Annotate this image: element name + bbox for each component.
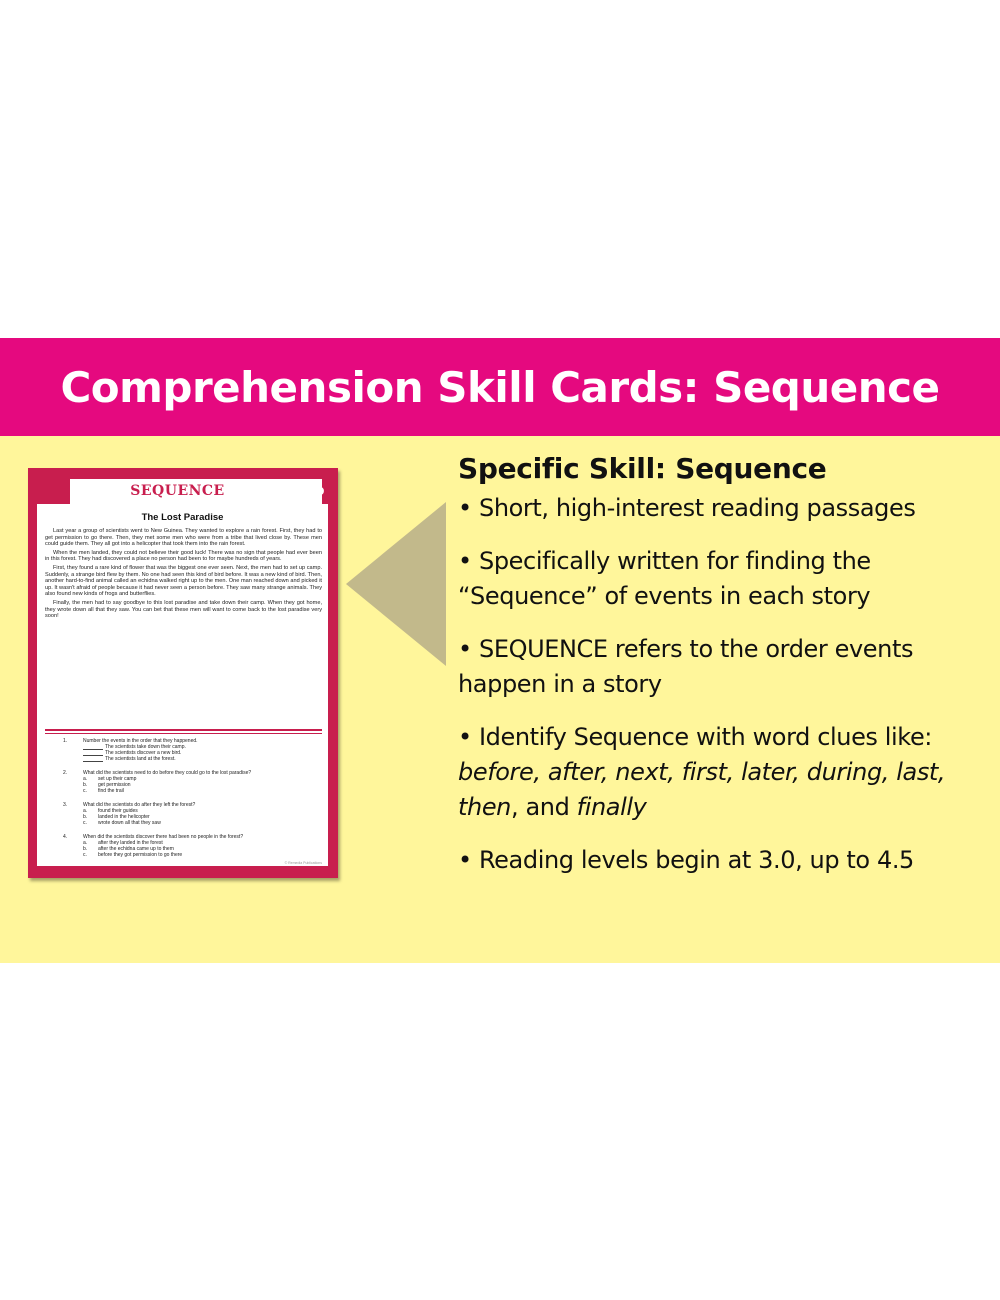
clue-words-last <box>458 790 988 825</box>
skill-heading: Specific Skill: Sequence <box>458 452 827 485</box>
answer-option <box>63 820 318 826</box>
option-text: after the echidna came up to them <box>98 846 174 852</box>
card-footer: © Remedia Publications <box>284 861 322 865</box>
answer-option <box>63 788 318 794</box>
card-label: SEQUENCE <box>130 483 225 499</box>
option-text: The scientists land at the forest. <box>105 756 176 762</box>
pointer-arrow-icon <box>346 502 446 666</box>
bullet-line: “Sequence” of events in each story <box>458 582 871 610</box>
bullet-word-clues <box>458 720 988 825</box>
answer-option <box>63 756 318 762</box>
card-titlebar <box>70 476 322 507</box>
clue-then: then <box>458 793 511 821</box>
bullet-line: • SEQUENCE refers to the order events <box>458 635 914 663</box>
option-text: landed in the helicopter <box>98 814 150 820</box>
question-number: 3. <box>63 802 68 808</box>
page-title: Comprehension Skill Cards: Sequence <box>60 362 940 412</box>
option-letter: c. <box>83 788 87 794</box>
divider <box>45 733 322 734</box>
card-number: 1b <box>303 481 325 499</box>
divider <box>45 729 322 731</box>
skill-description <box>458 452 988 878</box>
bullet-reading-levels: • Reading levels begin at 3.0, up to 4.5 <box>458 846 914 874</box>
option-letter: c. <box>83 852 87 858</box>
option-letter: b. <box>83 814 88 820</box>
story-text <box>45 528 322 622</box>
title-banner <box>0 338 1000 436</box>
option-text: after they landed in the forest <box>98 840 163 846</box>
answer-option <box>63 852 318 858</box>
bullet-line: • Identify Sequence with word clues like: <box>458 723 932 751</box>
option-letter: b. <box>83 846 88 852</box>
question-text: When did the scientists discover there had been no people in the forest? <box>83 834 244 840</box>
option-text: set up their camp <box>98 776 137 782</box>
option-text: found their guides <box>98 808 138 814</box>
question-number: 4. <box>63 834 68 840</box>
option-text: find the trail <box>98 788 124 794</box>
question-number: 2. <box>63 770 68 776</box>
question-list <box>63 738 318 866</box>
question <box>63 738 318 762</box>
bullet-line: • Specifically written for finding the <box>458 547 871 575</box>
bullet-line: happen in a story <box>458 670 662 698</box>
option-text: before they got permission to go there <box>98 852 183 858</box>
option-text: The scientists take down their camp. <box>105 744 186 750</box>
question-number: 1. <box>63 738 68 744</box>
question <box>63 834 318 858</box>
story-paragraph: Last year a group of scientists went to New Guinea. They wanted to explore a rain forest. First, they had to get permission to go there. Then, they met some men who were from a tribe that lived close by. These men could guide them. They all got into a helicopter that took them into the rain forest. <box>45 528 322 548</box>
option-letter: a. <box>83 840 88 846</box>
bullet-passages: • Short, high-interest reading passages <box>458 494 916 522</box>
question-text: What did the scientists need to do before they could go to the lost paradise? <box>83 770 252 776</box>
clue-words: before, after, next, first, later, during, last, <box>458 758 946 786</box>
option-text: The scientists discover a new bird. <box>105 750 182 756</box>
clue-and: , and <box>511 793 577 821</box>
option-text: wrote down all that they saw <box>98 820 161 826</box>
clue-finally: finally <box>576 793 647 821</box>
question <box>63 802 318 826</box>
bullet-definition <box>458 632 988 702</box>
question-text: What did the scientists do after they left the forest? <box>83 802 196 808</box>
story-paragraph: Finally, the men had to say goodbye to this lost paradise and take down their camp. When they got home, they wrote down all that they saw. You can bet that these men will want to come back to the lost paradise very soon! <box>45 599 322 620</box>
skill-card-image <box>28 468 338 878</box>
question <box>63 770 318 794</box>
story-paragraph: First, they found a rare kind of flower that was the biggest one ever seen. Next, the men had to set up camp. Suddenly, a strange bird flew by them. No one had seen this kind of bird before. It was a new kind of bird. Then, another hard-to-find animal called an echidna walked right up to the men. One man reached down and picked it up. It wasn't afraid of people because it had never seen a person before. They saw many strange animals. They also found new kinds of frogs and butterflies. <box>45 564 322 598</box>
question-text: Number the events in the order that they happened. <box>83 738 198 744</box>
story-title: The Lost Paradise <box>141 512 224 523</box>
option-letter: a. <box>83 808 88 814</box>
answer-blank <box>83 756 103 762</box>
option-letter: b. <box>83 782 88 788</box>
card-page <box>37 504 328 866</box>
option-letter: a. <box>83 776 88 782</box>
option-text: get permission <box>98 782 131 788</box>
option-letter: c. <box>83 820 87 826</box>
bullet-written-for <box>458 544 988 614</box>
story-paragraph: When the men landed, they could not believe their good luck! There was no sign that people had ever been in this forest. They had discovered a place no person had been to for maybe hundreds of years. <box>45 549 322 563</box>
